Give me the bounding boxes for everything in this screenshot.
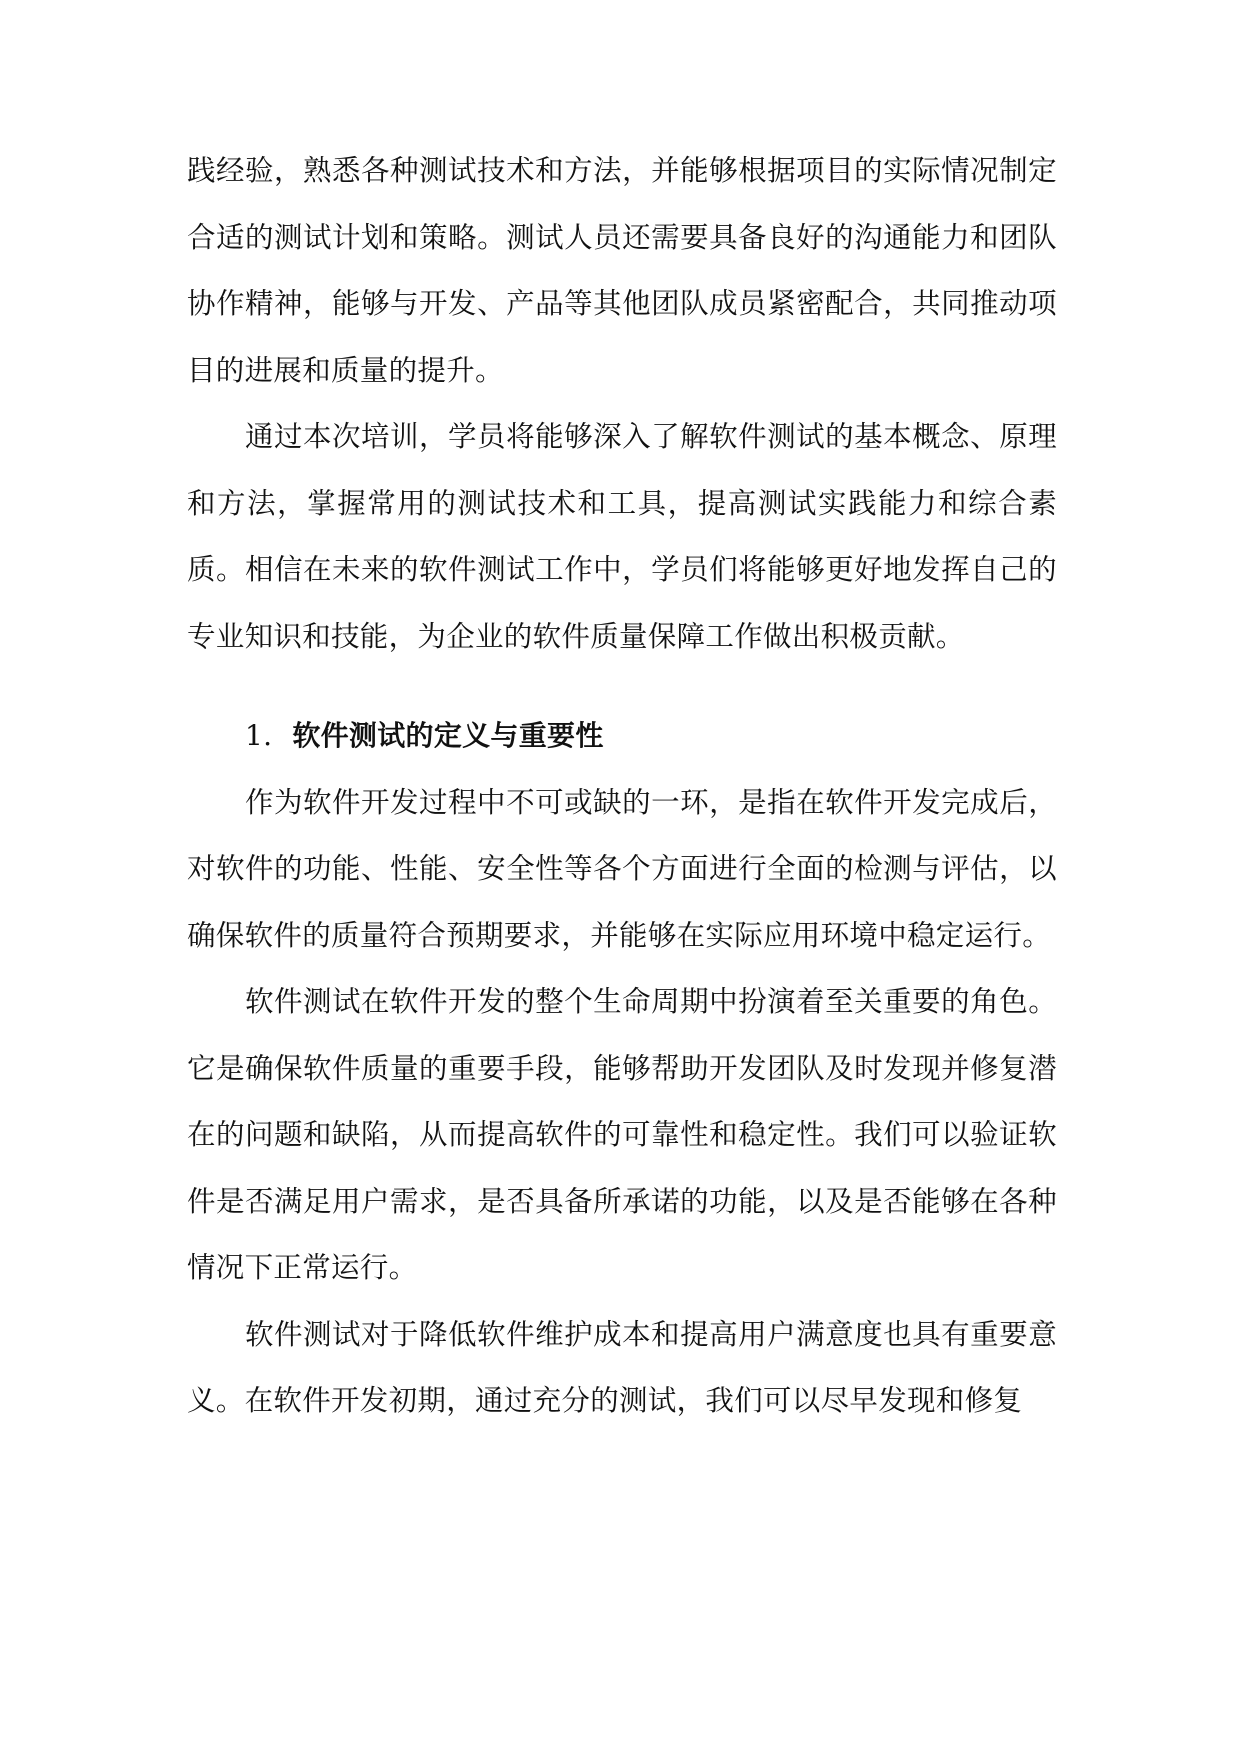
section-number: 1. — [245, 719, 273, 752]
paragraph-training-summary: 通过本次培训，学员将能够深入了解软件测试的基本概念、原理和方法，掌握常用的测试技术和工具，提高测试实践能力和综合素质。相信在未来的软件测试工作中，学员们将能够更好地发挥自己的专业知识和技能，为企业的软件质量保障工作做出积极贡献。 — [187, 420, 1057, 653]
paragraph-importance: 软件测试在软件开发的整个生命周期中扮演着至关重要的角色。它是确保软件质量的重要手段，能够帮助开发团队及时发现并修复潜在的问题和缺陷，从而提高软件的可靠性和稳定性。我们可以验证软件是否满足用户需求，是否具备所承诺的功能，以及是否能够在各种情况下正常运行。 — [187, 985, 1057, 1284]
paragraph-continuation: 践经验，熟悉各种测试技术和方法，并能够根据项目的实际情况制定合适的测试计划和策略。测试人员还需要具备良好的沟通能力和团队协作精神，能够与开发、产品等其他团队成员紧密配合，共同推动项目的进展和质量的提升。 — [187, 154, 1057, 387]
paragraph-cost-reduction: 软件测试对于降低软件维护成本和提高用户满意度也具有重要意义。在软件开发初期，通过充分的测试，我们可以尽早发现和修复 — [187, 1317, 1057, 1417]
document-body — [187, 138, 1057, 1435]
section-heading — [187, 703, 1057, 770]
section-title: 软件测试的定义与重要性 — [292, 719, 604, 752]
paragraph-definition: 作为软件开发过程中不可或缺的一环，是指在软件开发完成后，对软件的功能、性能、安全性等各个方面进行全面的检测与评估，以确保软件的质量符合预期要求，并能够在实际应用环境中稳定运行。 — [187, 785, 1057, 952]
